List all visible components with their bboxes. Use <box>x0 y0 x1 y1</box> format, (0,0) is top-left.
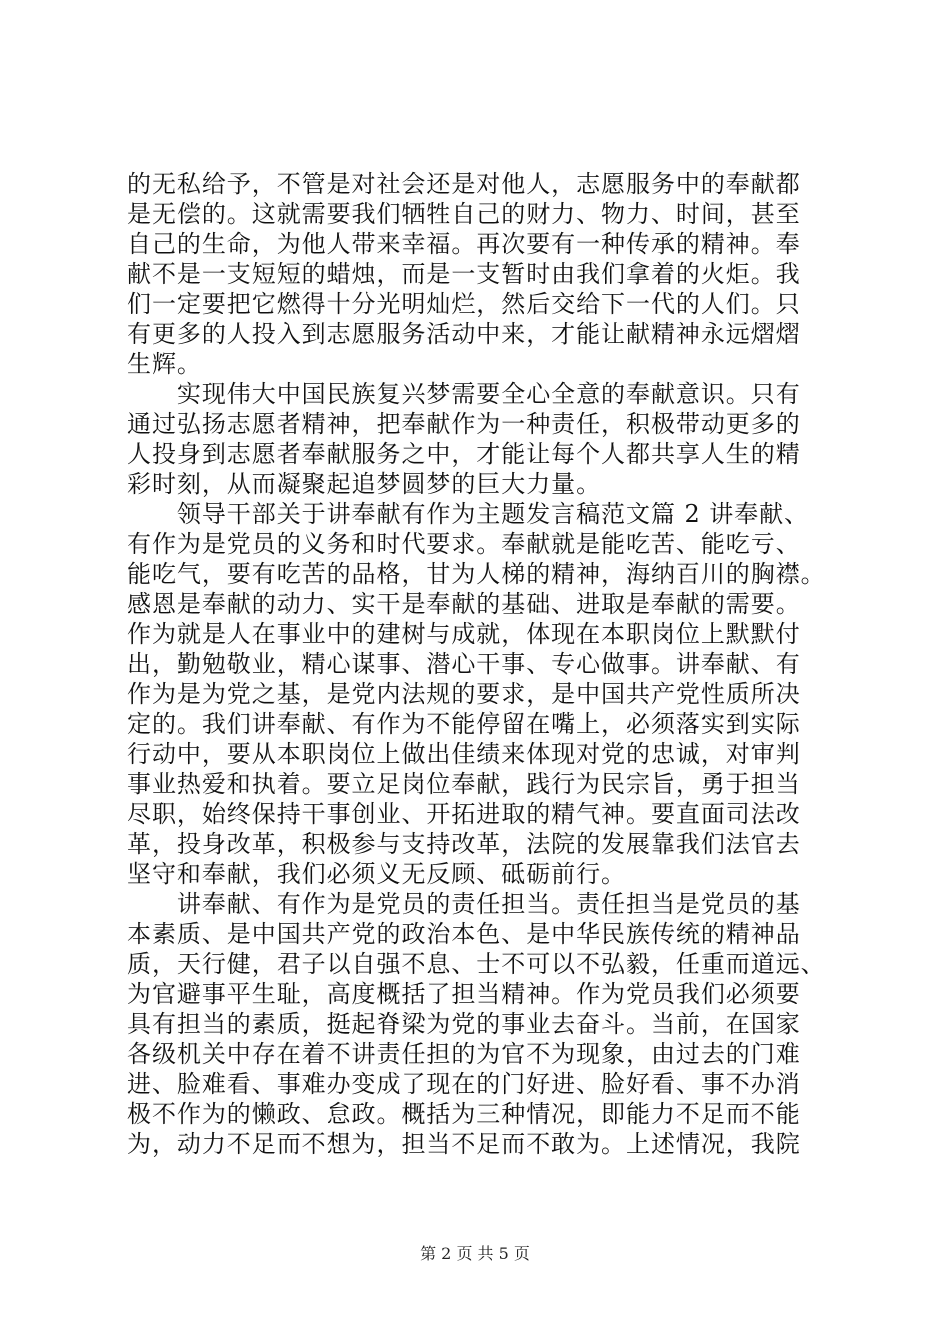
text-line: 为官避事平生耻，高度概括了担当精神。作为党员我们必须要 <box>127 980 801 1008</box>
text-line: 们一定要把它燃得十分光明灿烂，然后交给下一代的人们。只 <box>127 290 801 318</box>
text-line: 进、脸难看、事难办变成了现在的门好进、脸好看、事不办消 <box>127 1070 801 1098</box>
text-line: 领导干部关于讲奉献有作为主题发言稿范文篇 2 讲奉献、 <box>127 500 810 528</box>
text-line: 人投身到志愿者奉献服务之中，才能让每个人都共享人生的精 <box>127 440 801 468</box>
text-line: 自己的生命，为他人带来幸福。再次要有一种传承的精神。奉 <box>127 230 801 258</box>
text-line: 是无偿的。这就需要我们牺牲自己的财力、物力、时间，甚至 <box>127 200 801 228</box>
text-line: 彩时刻，从而凝聚起追梦圆梦的巨大力量。 <box>127 470 602 498</box>
text-line: 献不是一支短短的蜡烛，而是一支暂时由我们拿着的火炬。我 <box>127 260 801 288</box>
text-line: 行动中，要从本职岗位上做出佳绩来体现对党的忠诚，对审判 <box>127 740 801 768</box>
text-line: 能吃气，要有吃苦的品格，甘为人梯的精神，海纳百川的胸襟。 <box>127 560 826 588</box>
text-line: 具有担当的素质，挺起脊梁为党的事业去奋斗。当前，在国家 <box>127 1010 801 1038</box>
text-line: 事业热爱和执着。要立足岗位奉献，践行为民宗旨，勇于担当 <box>127 770 801 798</box>
text-line: 为，动力不足而不想为，担当不足而不敢为。上述情况，我院 <box>127 1130 801 1158</box>
text-line: 通过弘扬志愿者精神，把奉献作为一种责任，积极带动更多的 <box>127 410 801 438</box>
text-line: 生辉。 <box>127 350 202 378</box>
text-line: 各级机关中存在着不讲责任担的为官不为现象，由过去的门难 <box>127 1040 801 1068</box>
text-line: 本素质、是中国共产党的政治本色、是中华民族传统的精神品 <box>127 920 801 948</box>
page-number-footer: 第 2 页 共 5 页 <box>420 1244 530 1263</box>
text-line: 尽职，始终保持干事创业、开拓进取的精气神。要直面司法改 <box>127 800 801 828</box>
text-line: 作为是为党之基，是党内法规的要求，是中国共产党性质所决 <box>127 680 801 708</box>
text-line: 坚守和奉献，我们必须义无反顾、砥砺前行。 <box>127 860 626 888</box>
body-text <box>127 169 827 1159</box>
text-line: 实现伟大中国民族复兴梦需要全心全意的奉献意识。只有 <box>127 380 801 408</box>
text-line: 讲奉献、有作为是党员的责任担当。责任担当是党员的基 <box>127 890 801 918</box>
text-line: 作为就是人在事业中的建树与成就，体现在本职岗位上默默付 <box>127 620 801 648</box>
text-line: 极不作为的懒政、怠政。概括为三种情况，即能力不足而不能 <box>127 1100 801 1128</box>
text-line: 有更多的人投入到志愿服务活动中来，才能让献精神永远熠熠 <box>127 320 801 348</box>
text-line: 的无私给予，不管是对社会还是对他人，志愿服务中的奉献都 <box>127 170 801 198</box>
text-line: 革，投身改革，积极参与支持改革，法院的发展靠我们法官去 <box>127 830 801 858</box>
text-line: 感恩是奉献的动力、实干是奉献的基础、进取是奉献的需要。 <box>127 590 801 618</box>
text-line: 定的。我们讲奉献、有作为不能停留在嘴上，必须落实到实际 <box>127 710 801 738</box>
text-line: 质，天行健，君子以自强不息、士不可以不弘毅，任重而道远、 <box>127 950 826 978</box>
text-line: 出，勤勉敬业，精心谋事、潜心干事、专心做事。讲奉献、有 <box>127 650 801 678</box>
text-line: 有作为是党员的义务和时代要求。奉献就是能吃苦、能吃亏、 <box>127 530 801 558</box>
